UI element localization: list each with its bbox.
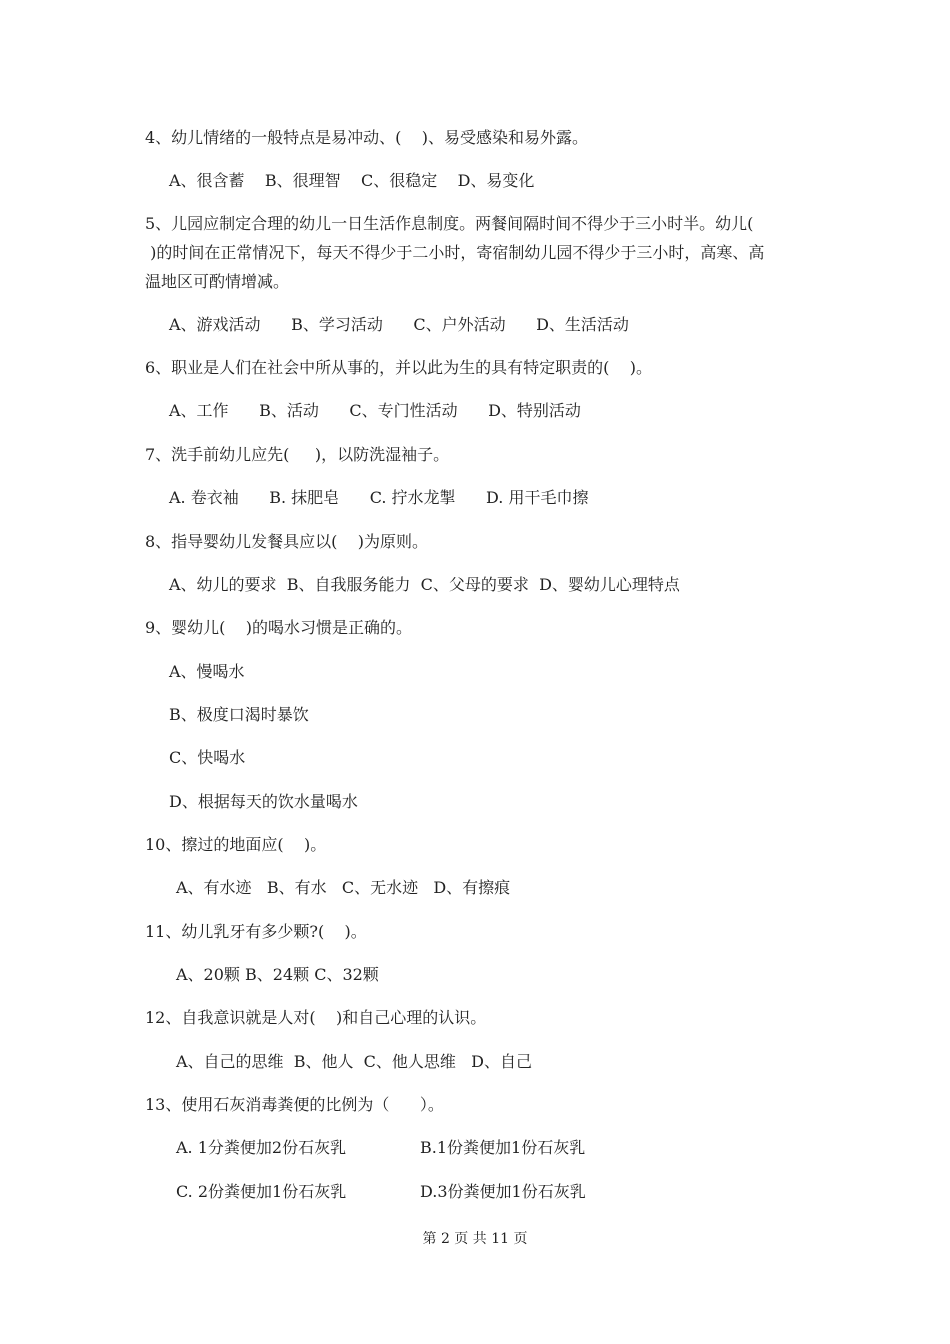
question-5-stem-line-2: )的时间在正常情况下，每天不得少于二小时，寄宿制幼儿园不得少于三小时，高寒、高	[145, 243, 765, 262]
question-12-stem: 12、自我意识就是人对( )和自己心理的认识。	[145, 1008, 487, 1027]
page-footer: 第 2 页 共 11 页	[422, 1231, 528, 1247]
question-9-option-b: B、极度口渴时暴饮	[169, 705, 309, 724]
question-13-stem: 13、使用石灰消毒粪便的比例为（ ）。	[145, 1095, 444, 1114]
question-7-stem: 7、洗手前幼儿应先( )，以防洗湿袖子。	[145, 445, 450, 464]
question-11-stem: 11、幼儿乳牙有多少颗?( )。	[145, 922, 367, 941]
question-7-options: A. 卷衣袖 B. 抹肥皂 C. 拧水龙掣 D. 用干毛巾擦	[169, 488, 589, 507]
question-5-options: A、游戏活动 B、学习活动 C、户外活动 D、生活活动	[169, 315, 629, 334]
question-10-stem: 10、擦过的地面应( )。	[145, 835, 327, 854]
question-13-option-d: D.3份粪便加1份石灰乳	[420, 1182, 586, 1201]
question-11-options: A、20颗 B、24颗 C、32颗	[176, 965, 379, 984]
question-4-options: A、很含蓄 B、很理智 C、很稳定 D、易变化	[169, 171, 535, 190]
question-5-stem-line-1: 5、儿园应制定合理的幼儿一日生活作息制度。两餐间隔时间不得少于三小时半。幼儿(	[145, 214, 754, 233]
question-8-stem: 8、指导婴幼儿发餐具应以( )为原则。	[145, 532, 429, 551]
question-12-options: A、自己的思维 B、他人 C、他人思维 D、自己	[176, 1052, 532, 1071]
question-5-stem-line-3: 温地区可酌情增减。	[145, 272, 290, 291]
question-10-options: A、有水迹 B、有水 C、无水迹 D、有擦痕	[176, 878, 511, 897]
question-9-option-d: D、根据每天的饮水量喝水	[169, 792, 358, 811]
question-13-option-b: B.1份粪便加1份石灰乳	[420, 1138, 586, 1157]
question-9-option-c: C、快喝水	[169, 748, 246, 767]
question-6-stem: 6、职业是人们在社会中所从事的，并以此为生的具有特定职责的( )。	[145, 358, 653, 377]
question-4-stem: 4、幼儿情绪的一般特点是易冲动、( )、易受感染和易外露。	[145, 128, 589, 147]
question-13-option-c: C. 2份粪便加1份石灰乳	[176, 1182, 347, 1201]
question-8-options: A、幼儿的要求 B、自我服务能力 C、父母的要求 D、婴幼儿心理特点	[169, 575, 680, 594]
question-9-option-a: A、慢喝水	[169, 662, 245, 681]
question-9-stem: 9、婴幼儿( )的喝水习惯是正确的。	[145, 618, 413, 637]
question-13-option-a: A. 1分粪便加2份石灰乳	[176, 1138, 347, 1157]
question-6-options: A、工作 B、活动 C、专门性活动 D、特别活动	[169, 401, 581, 420]
